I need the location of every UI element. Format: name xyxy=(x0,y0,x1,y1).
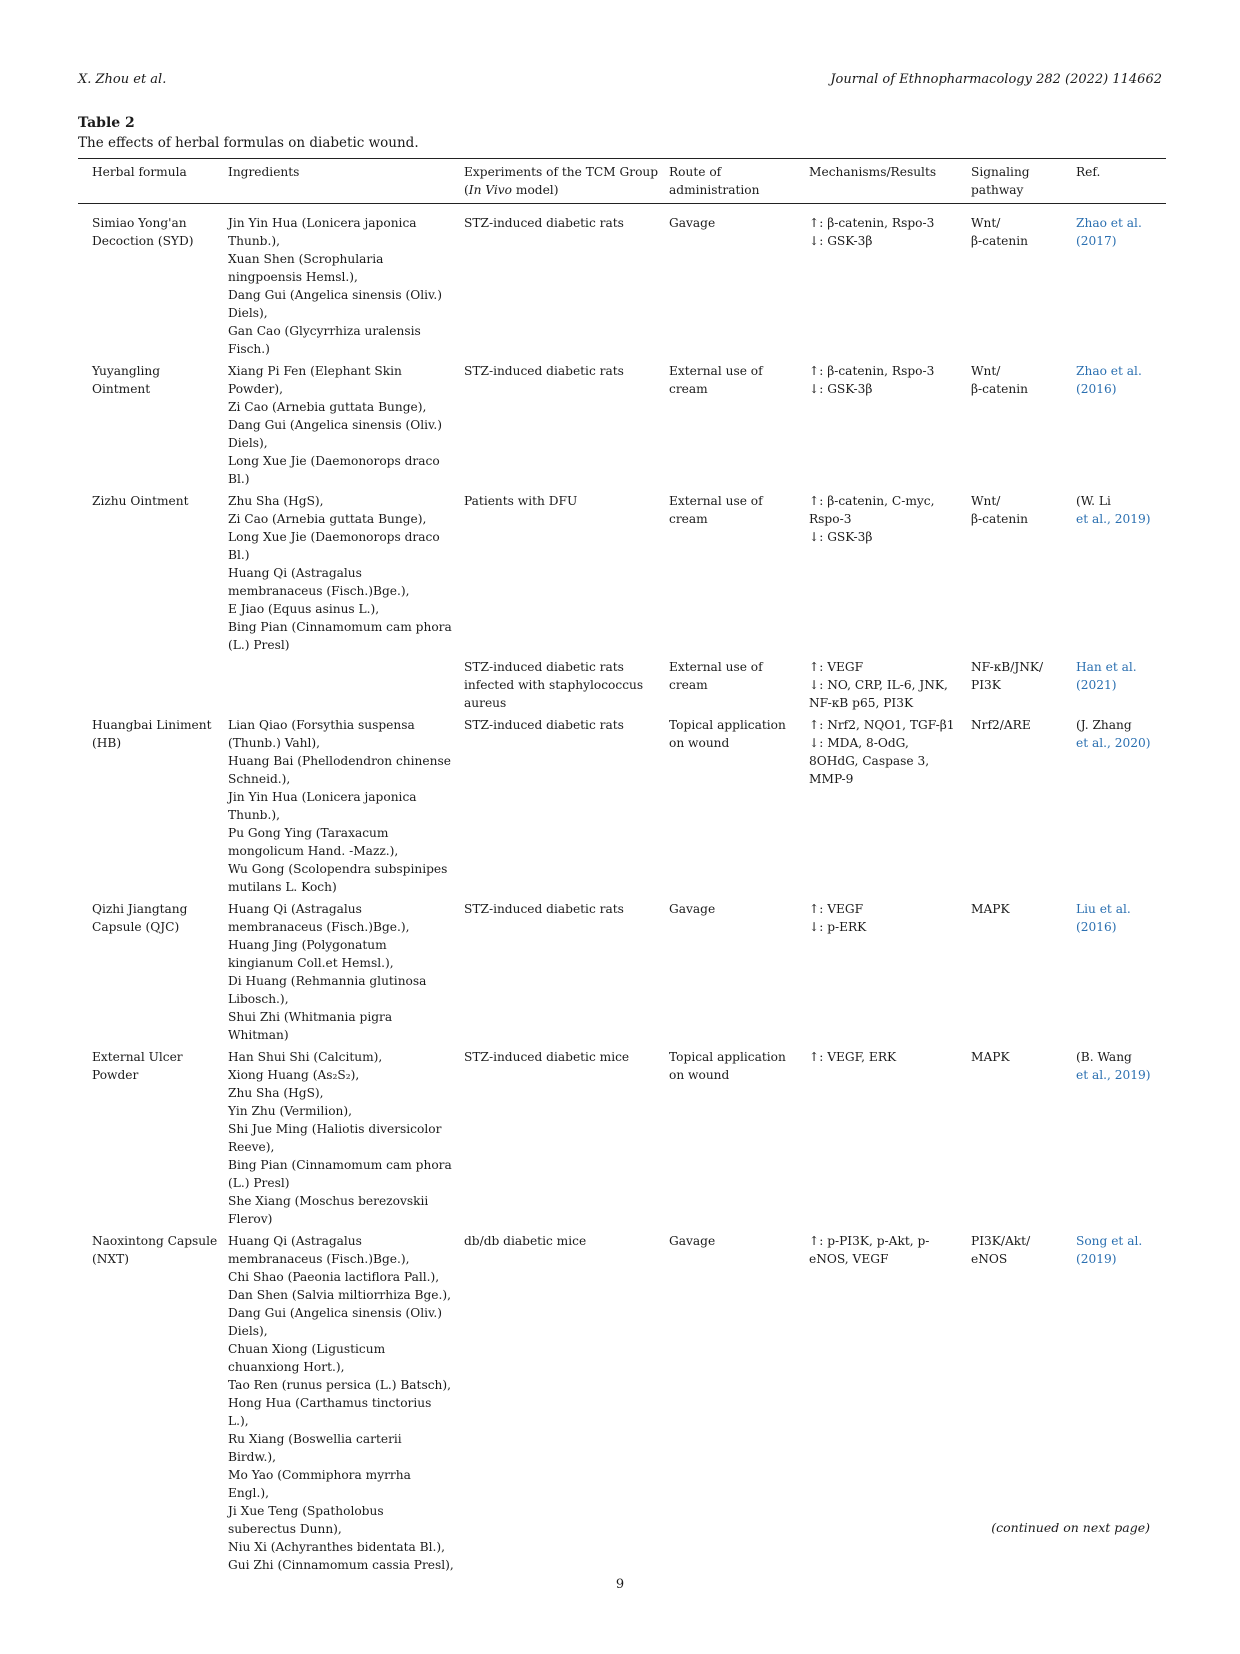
cell-signaling-pathway-line: MAPK xyxy=(971,902,1010,916)
cell-herbal-formula-line: Ointment xyxy=(92,382,151,396)
cell-ingredients-line: suberectus Dunn), xyxy=(228,1522,342,1536)
cell-ingredients-line: Long Xue Jie (Daemonorops draco xyxy=(228,454,440,468)
cell-ingredients-line: Zhu Sha (HgS), xyxy=(228,494,324,508)
cell-herbal-formula xyxy=(78,896,224,1044)
cell-route-line: cream xyxy=(669,382,708,396)
table-title: Table 2 xyxy=(78,115,135,131)
col-header-herbal-formula: Herbal formula xyxy=(78,159,224,204)
cell-ingredients-line: Niu Xi (Achyranthes bidentata Bl.), xyxy=(228,1540,446,1554)
cell-ingredients xyxy=(224,358,460,488)
table-row xyxy=(78,896,1166,1044)
cell-experiment-line: STZ-induced diabetic rats xyxy=(464,902,624,916)
cell-mechanism-line: ↑: β-catenin, Rspo-3 xyxy=(809,216,935,230)
cell-ingredients-line: Fisch.) xyxy=(228,342,270,356)
cell-mechanism-line: 8OHdG, Caspase 3, xyxy=(809,754,930,768)
cell-ingredients-line: Huang Bai (Phellodendron chinense xyxy=(228,754,451,768)
cell-route xyxy=(665,712,805,896)
cell-route-line: External use of xyxy=(669,660,763,674)
col-header-ref: Ref. xyxy=(1072,159,1166,204)
ref-link: et al., 2019) xyxy=(1076,512,1151,526)
cell-herbal-formula-line: Simiao Yong'an xyxy=(92,216,187,230)
ref-link: Liu et al. xyxy=(1076,902,1131,916)
cell-ingredients-line: Xuan Shen (Scrophularia xyxy=(228,252,384,266)
col-header-signaling-pathway: Signaling pathway xyxy=(967,159,1072,204)
cell-ingredients-line: Bing Pian (Cinnamomum cam phora xyxy=(228,1158,452,1172)
cell-mechanism-line: ↑: VEGF xyxy=(809,902,864,916)
col-header-route: Route of administration xyxy=(665,159,805,204)
cell-ingredients xyxy=(224,896,460,1044)
ref-link: Song et al. xyxy=(1076,1234,1143,1248)
cell-ingredients-line: Shi Jue Ming (Haliotis diversicolor xyxy=(228,1122,442,1136)
cell-ingredients-line: Huang Qi (Astragalus xyxy=(228,902,362,916)
cell-herbal-formula-line: Yuyangling xyxy=(92,364,161,378)
cell-route xyxy=(665,358,805,488)
cell-ingredients-line: Ru Xiang (Boswellia carterii xyxy=(228,1432,402,1446)
table-body xyxy=(78,204,1166,1575)
cell-ingredients-line: Bing Pian (Cinnamomum cam phora xyxy=(228,620,452,634)
cell-ingredients-line: Pu Gong Ying (Taraxacum xyxy=(228,826,389,840)
table-header xyxy=(78,159,1166,204)
cell-experiment xyxy=(460,488,665,654)
cell-ingredients-line: Engl.), xyxy=(228,1486,269,1500)
cell-ref xyxy=(1072,712,1166,896)
cell-experiment-line: STZ-induced diabetic rats xyxy=(464,718,624,732)
cell-mechanism-line: ↓: GSK-3β xyxy=(809,382,873,396)
cell-herbal-formula-line: Capsule (QJC) xyxy=(92,920,180,934)
cell-ref xyxy=(1072,488,1166,654)
cell-ingredients-line: Lian Qiao (Forsythia suspensa xyxy=(228,718,415,732)
cell-ingredients-line: Han Shui Shi (Calcitum), xyxy=(228,1050,383,1064)
cell-mechanism-line: ↑: β-catenin, C-myc, xyxy=(809,494,935,508)
cell-herbal-formula-line: (HB) xyxy=(92,736,122,750)
cell-mechanism xyxy=(805,896,967,1044)
cell-route-line: External use of xyxy=(669,494,763,508)
cell-herbal-formula-line: (NXT) xyxy=(92,1252,129,1266)
cell-mechanism xyxy=(805,654,967,712)
cell-mechanism-line: ↑: p-PI3K, p-Akt, p- xyxy=(809,1234,930,1248)
cell-route-line: Topical application xyxy=(669,1050,786,1064)
ref-link: Zhao et al. xyxy=(1076,364,1142,378)
cell-ingredients-line: Dang Gui (Angelica sinensis (Oliv.) xyxy=(228,1306,443,1320)
table-row xyxy=(78,712,1166,896)
ref-link: (2016) xyxy=(1076,382,1117,396)
cell-ingredients-line: Diels), xyxy=(228,306,268,320)
cell-herbal-formula-line: Zizhu Ointment xyxy=(92,494,189,508)
cell-ingredients-line: mongolicum Hand. -Mazz.), xyxy=(228,844,399,858)
table-row xyxy=(78,358,1166,488)
cell-ingredients-line: mutilans L. Koch) xyxy=(228,880,337,894)
col-header-mechanisms: Mechanisms/Results xyxy=(805,159,967,204)
cell-ingredients-line: Huang Qi (Astragalus xyxy=(228,1234,362,1248)
cell-ingredients-line: Huang Qi (Astragalus xyxy=(228,566,362,580)
cell-ingredients-line: Zi Cao (Arnebia guttata Bunge), xyxy=(228,512,427,526)
cell-mechanism-line: MMP-9 xyxy=(809,772,854,786)
cell-experiment-line: STZ-induced diabetic rats xyxy=(464,660,624,674)
cell-ingredients-line: She Xiang (Moschus berezovskii xyxy=(228,1194,429,1208)
cell-experiment-line: STZ-induced diabetic mice xyxy=(464,1050,630,1064)
cell-mechanism-line: ↓: MDA, 8-OdG, xyxy=(809,736,909,750)
cell-ingredients-line: Xiong Huang (As₂S₂), xyxy=(228,1068,360,1082)
cell-herbal-formula xyxy=(78,654,224,712)
cell-signaling-pathway xyxy=(967,896,1072,1044)
cell-experiment xyxy=(460,896,665,1044)
cell-ingredients-line: Chuan Xiong (Ligusticum xyxy=(228,1342,386,1356)
cell-signaling-pathway-line: β-catenin xyxy=(971,512,1028,526)
cell-ingredients-line: Di Huang (Rehmannia glutinosa xyxy=(228,974,427,988)
ref-link: et al., 2019) xyxy=(1076,1068,1151,1082)
cell-ingredients-line: Thunb.), xyxy=(228,234,280,248)
cell-signaling-pathway-line: PI3K/Akt/ xyxy=(971,1234,1031,1248)
cell-herbal-formula xyxy=(78,1044,224,1228)
cell-ref xyxy=(1072,358,1166,488)
cell-ingredients-line: chuanxiong Hort.), xyxy=(228,1360,345,1374)
ref-link: (2017) xyxy=(1076,234,1117,248)
cell-signaling-pathway xyxy=(967,712,1072,896)
cell-route xyxy=(665,1044,805,1228)
cell-route-line: on wound xyxy=(669,736,730,750)
cell-ingredients-line: kingianum Coll.et Hemsl.), xyxy=(228,956,394,970)
cell-signaling-pathway-line: eNOS xyxy=(971,1252,1008,1266)
cell-ingredients-line: membranaceus (Fisch.)Bge.), xyxy=(228,920,410,934)
cell-ingredients-line: Dang Gui (Angelica sinensis (Oliv.) xyxy=(228,288,443,302)
ref-text: (W. Li xyxy=(1076,494,1111,508)
cell-ingredients xyxy=(224,1044,460,1228)
ref-link: et al., 2020) xyxy=(1076,736,1151,750)
cell-ingredients-line: Mo Yao (Commiphora myrrha xyxy=(228,1468,411,1482)
cell-ingredients-line: Yin Zhu (Vermilion), xyxy=(228,1104,353,1118)
cell-route-line: on wound xyxy=(669,1068,730,1082)
cell-ingredients-line: membranaceus (Fisch.)Bge.), xyxy=(228,584,410,598)
table-row xyxy=(78,1044,1166,1228)
cell-experiment-line: aureus xyxy=(464,696,507,710)
cell-signaling-pathway-line: Wnt/ xyxy=(971,494,1001,508)
cell-ingredients-line: Zi Cao (Arnebia guttata Bunge), xyxy=(228,400,427,414)
cell-ingredients-line: Diels), xyxy=(228,1324,268,1338)
cell-signaling-pathway-line: Wnt/ xyxy=(971,364,1001,378)
cell-route xyxy=(665,896,805,1044)
cell-ref xyxy=(1072,1044,1166,1228)
cell-experiment-line: STZ-induced diabetic rats xyxy=(464,364,624,378)
cell-herbal-formula xyxy=(78,204,224,359)
cell-herbal-formula-line: Qizhi Jiangtang xyxy=(92,902,188,916)
cell-herbal-formula-line: External Ulcer xyxy=(92,1050,183,1064)
cell-herbal-formula-line: Decoction (SYD) xyxy=(92,234,194,248)
cell-ref xyxy=(1072,204,1166,359)
cell-ingredients-line: Birdw.), xyxy=(228,1450,276,1464)
cell-ingredients-line: Jin Yin Hua (Lonicera japonica xyxy=(228,216,417,230)
cell-ref xyxy=(1072,896,1166,1044)
cell-route-line: Gavage xyxy=(669,902,716,916)
cell-ingredients-line: E Jiao (Equus asinus L.), xyxy=(228,602,380,616)
cell-mechanism-line: ↑: β-catenin, Rspo-3 xyxy=(809,364,935,378)
cell-signaling-pathway xyxy=(967,204,1072,359)
cell-route-line: Gavage xyxy=(669,1234,716,1248)
cell-ingredients-line: Whitman) xyxy=(228,1028,289,1042)
cell-herbal-formula xyxy=(78,712,224,896)
cell-ingredients-line: Powder), xyxy=(228,382,283,396)
cell-route-line: Gavage xyxy=(669,216,716,230)
cell-ingredients-line: Long Xue Jie (Daemonorops draco xyxy=(228,530,440,544)
cell-route xyxy=(665,654,805,712)
cell-ingredients-line: Wu Gong (Scolopendra subspinipes xyxy=(228,862,448,876)
table-row xyxy=(78,654,1166,712)
table-caption: The effects of herbal formulas on diabetic wound. xyxy=(78,135,419,151)
cell-route xyxy=(665,1228,805,1574)
cell-ingredients-line: Diels), xyxy=(228,436,268,450)
col-header-ingredients: Ingredients xyxy=(224,159,460,204)
cell-experiment xyxy=(460,654,665,712)
cell-mechanism-line: ↑: VEGF xyxy=(809,660,864,674)
table-header-row xyxy=(78,159,1166,204)
cell-ingredients-line: Flerov) xyxy=(228,1212,273,1226)
cell-ingredients-line: Gui Zhi (Cinnamomum cassia Presl), xyxy=(228,1558,454,1572)
cell-mechanism xyxy=(805,488,967,654)
cell-mechanism-line: ↓: NO, CRP, IL-6, JNK, xyxy=(809,678,948,692)
cell-ingredients-line: (Thunb.) Vahl), xyxy=(228,736,321,750)
cell-route xyxy=(665,488,805,654)
cell-herbal-formula-line: Naoxintong Capsule xyxy=(92,1234,218,1248)
cell-mechanism-line: Rspo-3 xyxy=(809,512,852,526)
cell-experiment-line: Patients with DFU xyxy=(464,494,578,508)
cell-mechanism xyxy=(805,204,967,359)
cell-signaling-pathway xyxy=(967,358,1072,488)
cell-route-line: cream xyxy=(669,678,708,692)
cell-ingredients xyxy=(224,488,460,654)
cell-experiment xyxy=(460,1228,665,1574)
cell-ingredients-line: Libosch.), xyxy=(228,992,289,1006)
cell-herbal-formula xyxy=(78,358,224,488)
cell-ingredients-line: (L.) Presl) xyxy=(228,1176,290,1190)
cell-ingredients-line: Zhu Sha (HgS), xyxy=(228,1086,324,1100)
cell-ingredients-line: Gan Cao (Glycyrrhiza uralensis xyxy=(228,324,421,338)
cell-ingredients-line: Shui Zhi (Whitmania pigra xyxy=(228,1010,393,1024)
cell-experiment xyxy=(460,204,665,359)
cell-ingredients-line: Reeve), xyxy=(228,1140,275,1154)
cell-ingredients-line: membranaceus (Fisch.)Bge.), xyxy=(228,1252,410,1266)
cell-signaling-pathway xyxy=(967,1044,1072,1228)
cell-ingredients xyxy=(224,712,460,896)
cell-ingredients-line: Hong Hua (Carthamus tinctorius L.), xyxy=(228,1396,432,1428)
table-row xyxy=(78,204,1166,359)
cell-mechanism-line: ↓: p-ERK xyxy=(809,920,867,934)
cell-mechanism xyxy=(805,1228,967,1574)
cell-route xyxy=(665,204,805,359)
cell-signaling-pathway xyxy=(967,488,1072,654)
cell-ingredients-line: Ji Xue Teng (Spatholobus xyxy=(228,1504,384,1518)
cell-ingredients xyxy=(224,204,460,359)
col-header-experiments: Experiments of the TCM Group (In Vivo model) xyxy=(460,159,665,204)
cell-experiment xyxy=(460,712,665,896)
continued-note: (continued on next page) xyxy=(991,1520,1150,1535)
cell-mechanism-line: ↓: GSK-3β xyxy=(809,530,873,544)
ref-link: (2021) xyxy=(1076,678,1117,692)
cell-ingredients-line: Tao Ren (runus persica (L.) Batsch), xyxy=(228,1378,452,1392)
cell-ingredients-line: Bl.) xyxy=(228,548,250,562)
running-header-journal: Journal of Ethnopharmacology 282 (2022) 114662 xyxy=(830,72,1162,87)
cell-mechanism-line: ↑: VEGF, ERK xyxy=(809,1050,897,1064)
cell-signaling-pathway-line: β-catenin xyxy=(971,234,1028,248)
ref-link: Han et al. xyxy=(1076,660,1137,674)
cell-ingredients-line: Jin Yin Hua (Lonicera japonica xyxy=(228,790,417,804)
cell-signaling-pathway-line: β-catenin xyxy=(971,382,1028,396)
cell-herbal-formula xyxy=(78,488,224,654)
cell-route-line: cream xyxy=(669,512,708,526)
cell-ingredients-line: Chi Shao (Paeonia lactiflora Pall.), xyxy=(228,1270,440,1284)
running-header-authors: X. Zhou et al. xyxy=(78,72,167,87)
cell-ingredients-line: Thunb.), xyxy=(228,808,280,822)
cell-signaling-pathway-line: NF-κB/JNK/ xyxy=(971,660,1044,674)
cell-ingredients-line: Dang Gui (Angelica sinensis (Oliv.) xyxy=(228,418,443,432)
cell-route-line: Topical application xyxy=(669,718,786,732)
ref-text: (J. Zhang xyxy=(1076,718,1132,732)
cell-experiment-line: db/db diabetic mice xyxy=(464,1234,587,1248)
cell-ingredients xyxy=(224,1228,460,1574)
ref-link: (2016) xyxy=(1076,920,1117,934)
cell-mechanism-line: eNOS, VEGF xyxy=(809,1252,889,1266)
cell-experiment xyxy=(460,358,665,488)
cell-herbal-formula xyxy=(78,1228,224,1574)
herbal-formula-table xyxy=(78,158,1166,1574)
cell-ingredients-line: Huang Jing (Polygonatum xyxy=(228,938,387,952)
cell-signaling-pathway-line: Wnt/ xyxy=(971,216,1001,230)
cell-signaling-pathway-line: Nrf2/ARE xyxy=(971,718,1031,732)
cell-route-line: External use of xyxy=(669,364,763,378)
cell-mechanism-line: NF-κB p65, PI3K xyxy=(809,696,914,710)
cell-ingredients xyxy=(224,654,460,712)
cell-ingredients-line: Dan Shen (Salvia miltiorrhiza Bge.), xyxy=(228,1288,452,1302)
cell-ingredients-line: Bl.) xyxy=(228,472,250,486)
ref-link: (2019) xyxy=(1076,1252,1117,1266)
cell-ingredients-line: (L.) Presl) xyxy=(228,638,290,652)
cell-experiment-line: infected with staphylococcus xyxy=(464,678,644,692)
ref-link: Zhao et al. xyxy=(1076,216,1142,230)
cell-ingredients-line: ningpoensis Hemsl.), xyxy=(228,270,358,284)
cell-experiment xyxy=(460,1044,665,1228)
cell-mechanism xyxy=(805,712,967,896)
page-number: 9 xyxy=(615,1577,625,1592)
cell-ingredients-line: Schneid.), xyxy=(228,772,291,786)
table-row xyxy=(78,488,1166,654)
cell-ingredients-line: Xiang Pi Fen (Elephant Skin xyxy=(228,364,402,378)
cell-experiment-line: STZ-induced diabetic rats xyxy=(464,216,624,230)
cell-mechanism-line: ↑: Nrf2, NQO1, TGF-β1 xyxy=(809,718,955,732)
cell-mechanism-line: ↓: GSK-3β xyxy=(809,234,873,248)
cell-signaling-pathway-line: MAPK xyxy=(971,1050,1010,1064)
cell-mechanism xyxy=(805,1044,967,1228)
cell-signaling-pathway xyxy=(967,654,1072,712)
cell-mechanism xyxy=(805,358,967,488)
ref-text: (B. Wang xyxy=(1076,1050,1132,1064)
cell-herbal-formula-line: Huangbai Liniment xyxy=(92,718,212,732)
cell-ref xyxy=(1072,654,1166,712)
cell-signaling-pathway-line: PI3K xyxy=(971,678,1001,692)
cell-herbal-formula-line: Powder xyxy=(92,1068,139,1082)
